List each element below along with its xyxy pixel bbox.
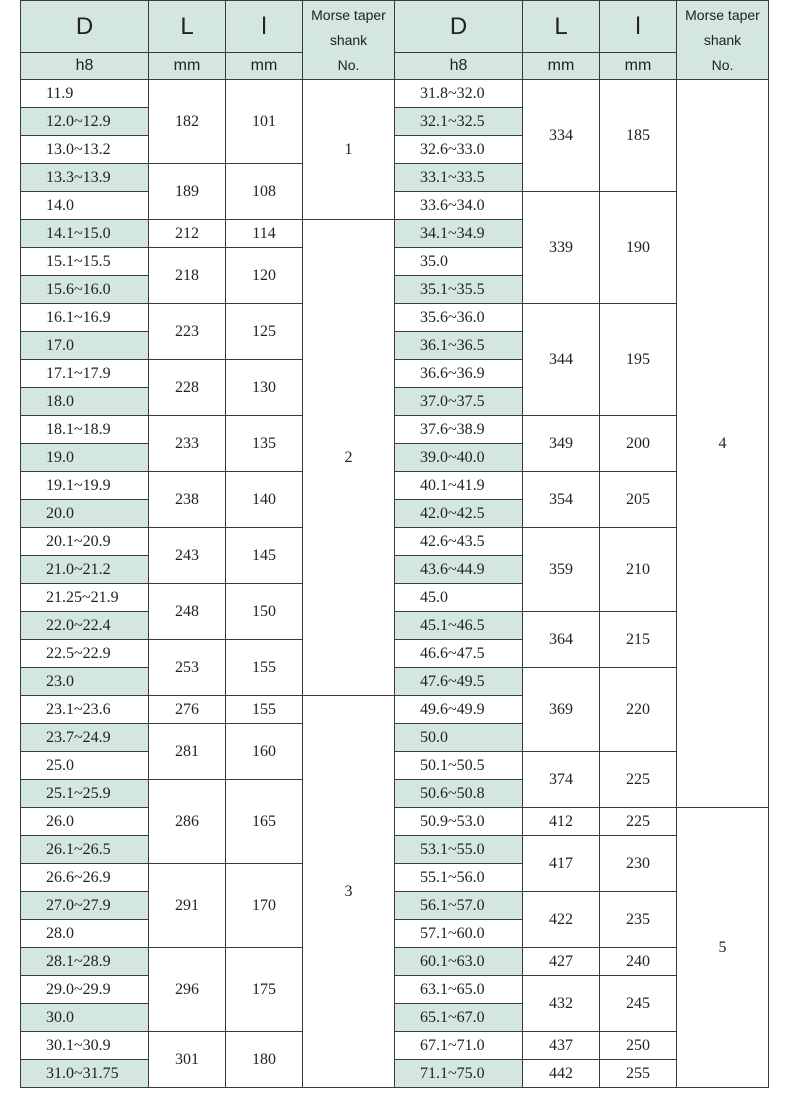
right-diameter-cell: 50.6~50.8 [395,780,523,808]
right-diameter-cell: 35.1~35.5 [395,276,523,304]
table-row [21,752,769,780]
left-flute-length-cell: 101 [226,80,303,164]
right-overall-length-cell: 417 [523,836,600,892]
table-row [21,668,769,696]
left-flute-length-cell: 145 [226,528,303,584]
right-flute-length-cell: 250 [600,1032,677,1060]
header-left-l-unit: mm [149,53,226,80]
left-diameter-cell: 18.0 [21,388,149,416]
right-flute-length-cell: 240 [600,948,677,976]
right-overall-length-cell: 334 [523,80,600,192]
table-row [21,80,769,108]
left-overall-length-cell: 182 [149,80,226,164]
left-overall-length-cell: 238 [149,472,226,528]
left-overall-length-cell: 276 [149,696,226,724]
header-left-l-small-unit: mm [226,53,303,80]
right-flute-length-cell: 235 [600,892,677,948]
table-row [21,528,769,556]
left-diameter-cell: 26.0 [21,808,149,836]
right-diameter-cell: 50.1~50.5 [395,752,523,780]
right-flute-length-cell: 225 [600,752,677,808]
left-flute-length-cell: 165 [226,780,303,864]
header-row-titles [21,1,769,53]
header-right-l-small-unit: mm [600,53,677,80]
left-overall-length-cell: 301 [149,1032,226,1088]
left-diameter-cell: 19.0 [21,444,149,472]
left-diameter-cell: 30.0 [21,1004,149,1032]
left-overall-length-cell: 281 [149,724,226,780]
header-left-d-unit: h8 [21,53,149,80]
left-diameter-cell: 18.1~18.9 [21,416,149,444]
left-flute-length-cell: 140 [226,472,303,528]
left-overall-length-cell: 189 [149,164,226,220]
table-row [21,416,769,444]
left-diameter-cell: 14.0 [21,192,149,220]
left-diameter-cell: 31.0~31.75 [21,1060,149,1088]
right-diameter-cell: 40.1~41.9 [395,472,523,500]
right-diameter-cell: 55.1~56.0 [395,864,523,892]
table-row [21,892,769,920]
right-diameter-cell: 53.1~55.0 [395,836,523,864]
right-flute-length-cell: 190 [600,192,677,304]
right-diameter-cell: 46.6~47.5 [395,640,523,668]
right-diameter-cell: 32.1~32.5 [395,108,523,136]
right-overall-length-cell: 412 [523,808,600,836]
header-right-flute-length: l [600,1,677,53]
right-diameter-cell: 42.6~43.5 [395,528,523,556]
right-flute-length-cell: 225 [600,808,677,836]
header-right-morse-label: Morse taper shank [685,6,760,48]
left-diameter-cell: 15.6~16.0 [21,276,149,304]
left-diameter-cell: 25.0 [21,752,149,780]
left-diameter-cell: 20.1~20.9 [21,528,149,556]
right-diameter-cell: 65.1~67.0 [395,1004,523,1032]
left-flute-length-cell: 125 [226,304,303,360]
header-left-morse-label: Morse taper shank [311,6,386,48]
right-diameter-cell: 45.1~46.5 [395,612,523,640]
left-diameter-cell: 19.1~19.9 [21,472,149,500]
header-right-overall-length: L [523,1,600,53]
right-overall-length-cell: 344 [523,304,600,416]
left-flute-length-cell: 108 [226,164,303,220]
left-overall-length-cell: 243 [149,528,226,584]
header-right-morse-taper [677,1,769,80]
left-flute-length-cell: 155 [226,696,303,724]
left-diameter-cell: 30.1~30.9 [21,1032,149,1060]
left-overall-length-cell: 296 [149,948,226,1032]
right-diameter-cell: 37.6~38.9 [395,416,523,444]
left-diameter-cell: 28.0 [21,920,149,948]
header-right-l-unit: mm [523,53,600,80]
left-diameter-cell: 22.5~22.9 [21,640,149,668]
left-morse-taper-no-cell: 3 [303,696,395,1088]
right-diameter-cell: 35.0 [395,248,523,276]
left-flute-length-cell: 120 [226,248,303,304]
left-diameter-cell: 12.0~12.9 [21,108,149,136]
left-overall-length-cell: 223 [149,304,226,360]
right-diameter-cell: 57.1~60.0 [395,920,523,948]
right-flute-length-cell: 245 [600,976,677,1032]
left-diameter-cell: 16.1~16.9 [21,304,149,332]
right-overall-length-cell: 442 [523,1060,600,1088]
right-diameter-cell: 32.6~33.0 [395,136,523,164]
left-overall-length-cell: 218 [149,248,226,304]
left-flute-length-cell: 155 [226,640,303,696]
right-diameter-cell: 37.0~37.5 [395,388,523,416]
header-row-units [21,53,769,80]
header-left-d: D [21,1,149,53]
table-row [21,192,769,220]
left-diameter-cell: 17.1~17.9 [21,360,149,388]
right-diameter-cell: 33.6~34.0 [395,192,523,220]
right-diameter-cell: 36.1~36.5 [395,332,523,360]
right-diameter-cell: 47.6~49.5 [395,668,523,696]
right-overall-length-cell: 339 [523,192,600,304]
table-body [21,80,769,1088]
right-diameter-cell: 63.1~65.0 [395,976,523,1004]
right-morse-taper-no-cell: 4 [677,80,769,808]
right-overall-length-cell: 349 [523,416,600,472]
header-left-overall-length: L [149,1,226,53]
right-flute-length-cell: 205 [600,472,677,528]
right-diameter-cell: 71.1~75.0 [395,1060,523,1088]
right-flute-length-cell: 230 [600,836,677,892]
left-diameter-cell: 29.0~29.9 [21,976,149,1004]
right-diameter-cell: 43.6~44.9 [395,556,523,584]
right-flute-length-cell: 200 [600,416,677,472]
right-overall-length-cell: 364 [523,612,600,668]
left-diameter-cell: 23.0 [21,668,149,696]
left-diameter-cell: 21.0~21.2 [21,556,149,584]
left-overall-length-cell: 248 [149,584,226,640]
right-flute-length-cell: 220 [600,668,677,752]
right-flute-length-cell: 210 [600,528,677,612]
right-overall-length-cell: 437 [523,1032,600,1060]
left-flute-length-cell: 130 [226,360,303,416]
left-overall-length-cell: 286 [149,780,226,864]
right-diameter-cell: 50.0 [395,724,523,752]
taper-shank-size-table [20,0,769,1088]
left-diameter-cell: 13.0~13.2 [21,136,149,164]
right-diameter-cell: 42.0~42.5 [395,500,523,528]
right-flute-length-cell: 185 [600,80,677,192]
table-row [21,1032,769,1060]
left-diameter-cell: 26.1~26.5 [21,836,149,864]
left-morse-taper-no-cell: 2 [303,220,395,696]
left-diameter-cell: 25.1~25.9 [21,780,149,808]
right-morse-taper-no-cell: 5 [677,808,769,1088]
left-overall-length-cell: 233 [149,416,226,472]
left-diameter-cell: 13.3~13.9 [21,164,149,192]
right-flute-length-cell: 195 [600,304,677,416]
left-diameter-cell: 20.0 [21,500,149,528]
left-diameter-cell: 27.0~27.9 [21,892,149,920]
right-overall-length-cell: 359 [523,528,600,612]
table-row [21,304,769,332]
right-diameter-cell: 49.6~49.9 [395,696,523,724]
left-overall-length-cell: 291 [149,864,226,948]
right-diameter-cell: 39.0~40.0 [395,444,523,472]
right-diameter-cell: 60.1~63.0 [395,948,523,976]
right-overall-length-cell: 422 [523,892,600,948]
table-row [21,948,769,976]
header-right-morse-no: No. [711,56,734,73]
table-row [21,808,769,836]
right-diameter-cell: 45.0 [395,584,523,612]
left-diameter-cell: 14.1~15.0 [21,220,149,248]
right-flute-length-cell: 255 [600,1060,677,1088]
header-right-d: D [395,1,523,53]
left-flute-length-cell: 160 [226,724,303,780]
right-overall-length-cell: 354 [523,472,600,528]
right-diameter-cell: 67.1~71.0 [395,1032,523,1060]
left-diameter-cell: 17.0 [21,332,149,360]
header-left-flute-length: l [226,1,303,53]
table-row [21,836,769,864]
header-left-morse-no: No. [337,56,360,73]
table-row [21,612,769,640]
table-row [21,1060,769,1088]
right-overall-length-cell: 427 [523,948,600,976]
left-diameter-cell: 23.7~24.9 [21,724,149,752]
right-diameter-cell: 50.9~53.0 [395,808,523,836]
left-overall-length-cell: 212 [149,220,226,248]
right-diameter-cell: 31.8~32.0 [395,80,523,108]
left-diameter-cell: 21.25~21.9 [21,584,149,612]
left-flute-length-cell: 114 [226,220,303,248]
left-morse-taper-no-cell: 1 [303,80,395,220]
left-flute-length-cell: 135 [226,416,303,472]
table-row [21,976,769,1004]
left-flute-length-cell: 170 [226,864,303,948]
left-diameter-cell: 11.9 [21,80,149,108]
right-overall-length-cell: 432 [523,976,600,1032]
left-flute-length-cell: 175 [226,948,303,1032]
right-diameter-cell: 56.1~57.0 [395,892,523,920]
left-flute-length-cell: 150 [226,584,303,640]
left-overall-length-cell: 228 [149,360,226,416]
left-overall-length-cell: 253 [149,640,226,696]
table-row [21,472,769,500]
right-diameter-cell: 36.6~36.9 [395,360,523,388]
right-diameter-cell: 35.6~36.0 [395,304,523,332]
left-diameter-cell: 26.6~26.9 [21,864,149,892]
right-overall-length-cell: 369 [523,668,600,752]
right-diameter-cell: 34.1~34.9 [395,220,523,248]
left-diameter-cell: 23.1~23.6 [21,696,149,724]
header-left-morse-taper [303,1,395,80]
left-flute-length-cell: 180 [226,1032,303,1088]
header-right-d-unit: h8 [395,53,523,80]
right-overall-length-cell: 374 [523,752,600,808]
left-diameter-cell: 28.1~28.9 [21,948,149,976]
right-diameter-cell: 33.1~33.5 [395,164,523,192]
right-flute-length-cell: 215 [600,612,677,668]
left-diameter-cell: 22.0~22.4 [21,612,149,640]
left-diameter-cell: 15.1~15.5 [21,248,149,276]
